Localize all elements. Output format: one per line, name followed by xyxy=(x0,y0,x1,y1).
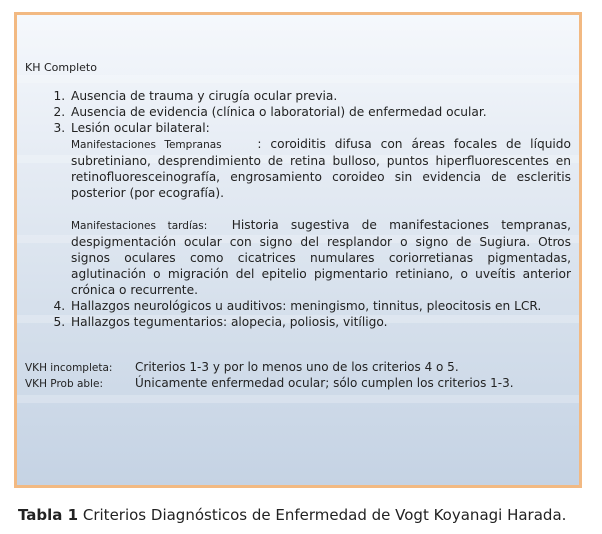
late-manifestations xyxy=(71,217,571,298)
kh-heading: KH Completo xyxy=(25,61,97,74)
early-manifestations-text: : coroiditis difusa con áreas focales de líquido subretiniano, desprendimiento de retina bulloso, puntos hiperfluorescentes en retinofluoresceinografía, engrosamiento coroideo sin evidencia de escleritis posterior (por ecografía). xyxy=(71,137,571,200)
criterion-2: 2. Ausencia de evidencia (clínica o laboratorial) de enfermedad ocular. xyxy=(69,104,571,120)
background-band xyxy=(17,395,579,403)
criteria-list-continued xyxy=(25,298,571,330)
caption-text: Criterios Diagnósticos de Enfermedad de Vogt Koyanagi Harada. xyxy=(82,506,567,524)
vkh-incomplete-text: Criterios 1-3 y por lo menos uno de los criterios 4 o 5. xyxy=(135,360,459,374)
vkh-definitions xyxy=(25,360,571,392)
late-manifestations-label: Manifestaciones tardías: xyxy=(71,220,208,232)
early-manifestations-label: Manifestaciones Tempranas xyxy=(71,139,222,151)
table-content xyxy=(25,61,571,392)
vkh-incomplete-label: VKH incompleta: xyxy=(25,362,113,374)
spacer xyxy=(71,201,571,217)
vkh-probable-text: Únicamente enfermedad ocular; sólo cumplen los criterios 1-3. xyxy=(135,376,514,390)
vkh-probable-label: VKH Prob able: xyxy=(25,378,103,390)
criteria-table xyxy=(14,12,582,488)
criterion-1: 1. Ausencia de trauma y cirugía ocular previa. xyxy=(69,88,571,104)
criterion-3 xyxy=(69,120,571,298)
vkh-probable-row xyxy=(25,376,571,392)
criterion-4: 4. Hallazgos neurológicos u auditivos: meningismo, tinnitus, pleocitosis en LCR. xyxy=(69,298,571,314)
criterion-3-text: Lesión ocular bilateral: xyxy=(71,121,210,135)
early-manifestations xyxy=(71,136,571,201)
late-manifestations-text: Historia sugestiva de manifestaciones tempranas, despigmentación ocular con signo del resplandor o signo de Sugiura. Otros signos oculares como cicatrices numulares coriorretianas pigmentadas, aglutinación o migración del epitelio pigmentario retiniano, o uveítis anterior crónica o recurrente. xyxy=(71,218,572,297)
caption-label: Tabla 1 xyxy=(18,506,79,524)
table-caption xyxy=(18,506,566,524)
criteria-list xyxy=(25,88,571,298)
vkh-incomplete-row xyxy=(25,360,571,376)
criterion-5: 5. Hallazgos tegumentarios: alopecia, poliosis, vitíligo. xyxy=(69,314,571,330)
